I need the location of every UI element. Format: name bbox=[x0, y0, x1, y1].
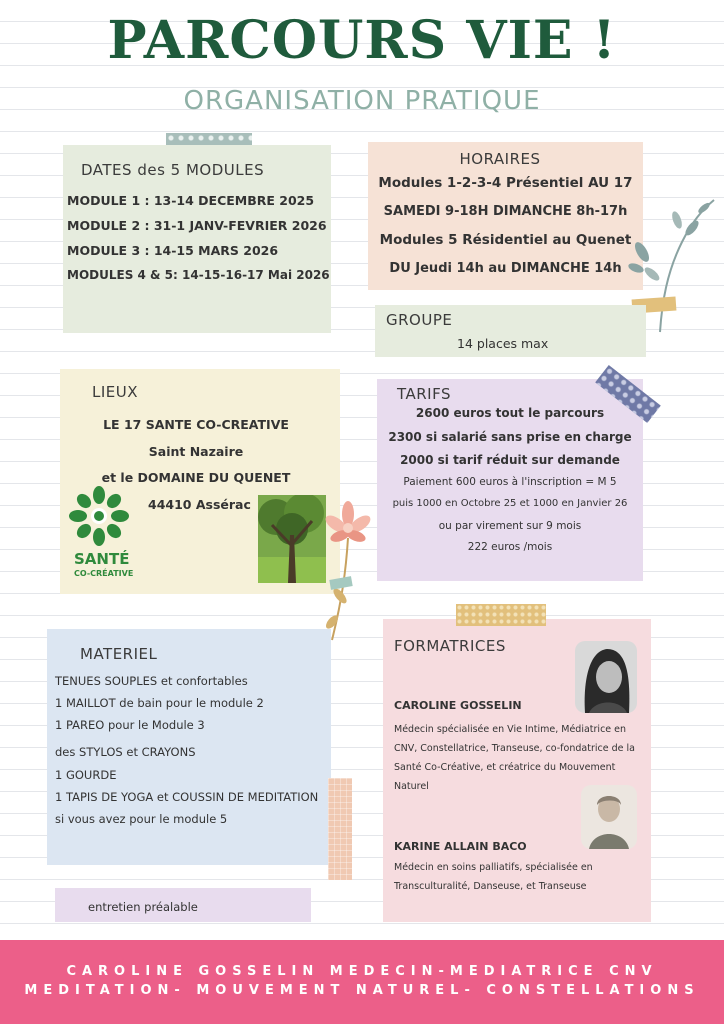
dates-card bbox=[63, 145, 331, 333]
dates-line: MODULE 3 : 14-15 MARS 2026 bbox=[67, 243, 279, 258]
dates-line: MODULES 4 & 5: 14-15-16-17 Mai 2026 bbox=[67, 268, 330, 282]
groupe-card bbox=[375, 305, 646, 357]
materiel-line: 1 GOURDE bbox=[55, 768, 117, 782]
entretien-card bbox=[55, 888, 311, 922]
horaires-heading: HORAIRES bbox=[459, 150, 541, 168]
lieux-line: 44410 Assérac bbox=[148, 497, 251, 512]
materiel-heading: MATERIEL bbox=[80, 645, 158, 663]
karine-allain-baco-photo bbox=[581, 785, 637, 849]
footer-line-1: CAROLINE GOSSELIN MEDECIN-MEDIATRICE CNV bbox=[66, 964, 658, 979]
formatrice-bio: Médecin en soins palliatifs, spécialisée en Transculturalité, Danseuse, et Transeuse bbox=[394, 862, 593, 892]
formatrice-name: CAROLINE GOSSELIN bbox=[394, 699, 522, 712]
materiel-line: si vous avez pour le module 5 bbox=[55, 812, 228, 826]
logo-text: SANTÉ bbox=[74, 550, 130, 568]
dates-heading: DATES des 5 MODULES bbox=[81, 161, 265, 179]
formatrices-heading: FORMATRICES bbox=[394, 637, 506, 655]
horaires-line: SAMEDI 9-18H DIMANCHE 8h-17h bbox=[383, 204, 628, 219]
footer-line-2: MEDITATION- MOUVEMENT NATUREL- CONSTELLATIONS bbox=[24, 983, 700, 998]
materiel-line: des STYLOS et CRAYONS bbox=[55, 745, 196, 759]
formatrice-bio: Médecin spécialisée en Vie Intime, Médiatrice en CNV, Constellatrice, Transeuse, co-fondatrice de la Santé Co-Créative, et créatrice du Mouvement Naturel bbox=[394, 724, 635, 792]
horaires-line: DU Jeudi 14h au DIMANCHE 14h bbox=[389, 261, 622, 276]
groupe-text: 14 places max bbox=[457, 336, 549, 351]
tarifs-line: 2600 euros tout le parcours bbox=[415, 406, 605, 420]
entretien-text: entretien préalable bbox=[88, 900, 198, 914]
materiel-line: TENUES SOUPLES et confortables bbox=[55, 674, 248, 688]
page-subtitle: ORGANISATION PRATIQUE bbox=[183, 86, 541, 116]
washi-tape-formatrices bbox=[456, 604, 546, 626]
sante-cocreative-logo bbox=[68, 485, 130, 547]
footer-banner bbox=[0, 940, 724, 1024]
formatrice-name: KARINE ALLAIN BACO bbox=[394, 840, 527, 853]
lieux-line: LE 17 SANTE CO-CREATIVE bbox=[103, 417, 289, 432]
caroline-gosselin-photo bbox=[575, 641, 637, 713]
horaires-line: Modules 5 Résidentiel au Quenet bbox=[379, 232, 632, 248]
groupe-heading: GROUPE bbox=[386, 311, 453, 329]
lieux-card bbox=[60, 369, 340, 594]
tarifs-card bbox=[377, 379, 643, 581]
flower-illustration bbox=[318, 500, 380, 650]
dates-line: MODULE 2 : 31-1 JANV-FEVRIER 2026 bbox=[67, 218, 327, 233]
materiel-line: 1 TAPIS DE YOGA et COUSSIN DE MEDITATION bbox=[55, 790, 319, 804]
tarifs-line: 2000 si tarif réduit sur demande bbox=[400, 453, 620, 467]
materiel-line: 1 PAREO pour le Module 3 bbox=[55, 718, 205, 732]
tarifs-line: 2300 si salarié sans prise en charge bbox=[388, 430, 632, 444]
formatrices-card bbox=[383, 619, 651, 922]
horaires-line: Modules 1-2-3-4 Présentiel AU 17 bbox=[378, 175, 633, 191]
lieux-line: Saint Nazaire bbox=[148, 444, 244, 459]
materiel-line: 1 MAILLOT de bain pour le module 2 bbox=[55, 696, 264, 710]
washi-tape-materiel bbox=[328, 778, 352, 880]
lieux-heading: LIEUX bbox=[92, 383, 139, 401]
logo-subtext: CO-CRÉATIVE bbox=[74, 569, 134, 578]
tarifs-line: puis 1000 en Octobre 25 et 1000 en Janvier 26 bbox=[392, 498, 628, 509]
tarifs-line: Paiement 600 euros à l'inscription = M 5 bbox=[403, 476, 617, 488]
tree-photo bbox=[258, 495, 326, 583]
lieux-line: et le DOMAINE DU QUENET bbox=[101, 470, 291, 485]
tarifs-line: 222 euros /mois bbox=[467, 541, 553, 553]
tarifs-line: ou par virement sur 9 mois bbox=[438, 520, 582, 532]
tarifs-heading: TARIFS bbox=[397, 385, 451, 403]
horaires-card bbox=[368, 142, 643, 290]
materiel-card bbox=[47, 629, 331, 865]
dates-line: MODULE 1 : 13-14 DECEMBRE 2025 bbox=[67, 193, 315, 208]
page-title: PARCOURS VIE ! bbox=[107, 10, 617, 71]
